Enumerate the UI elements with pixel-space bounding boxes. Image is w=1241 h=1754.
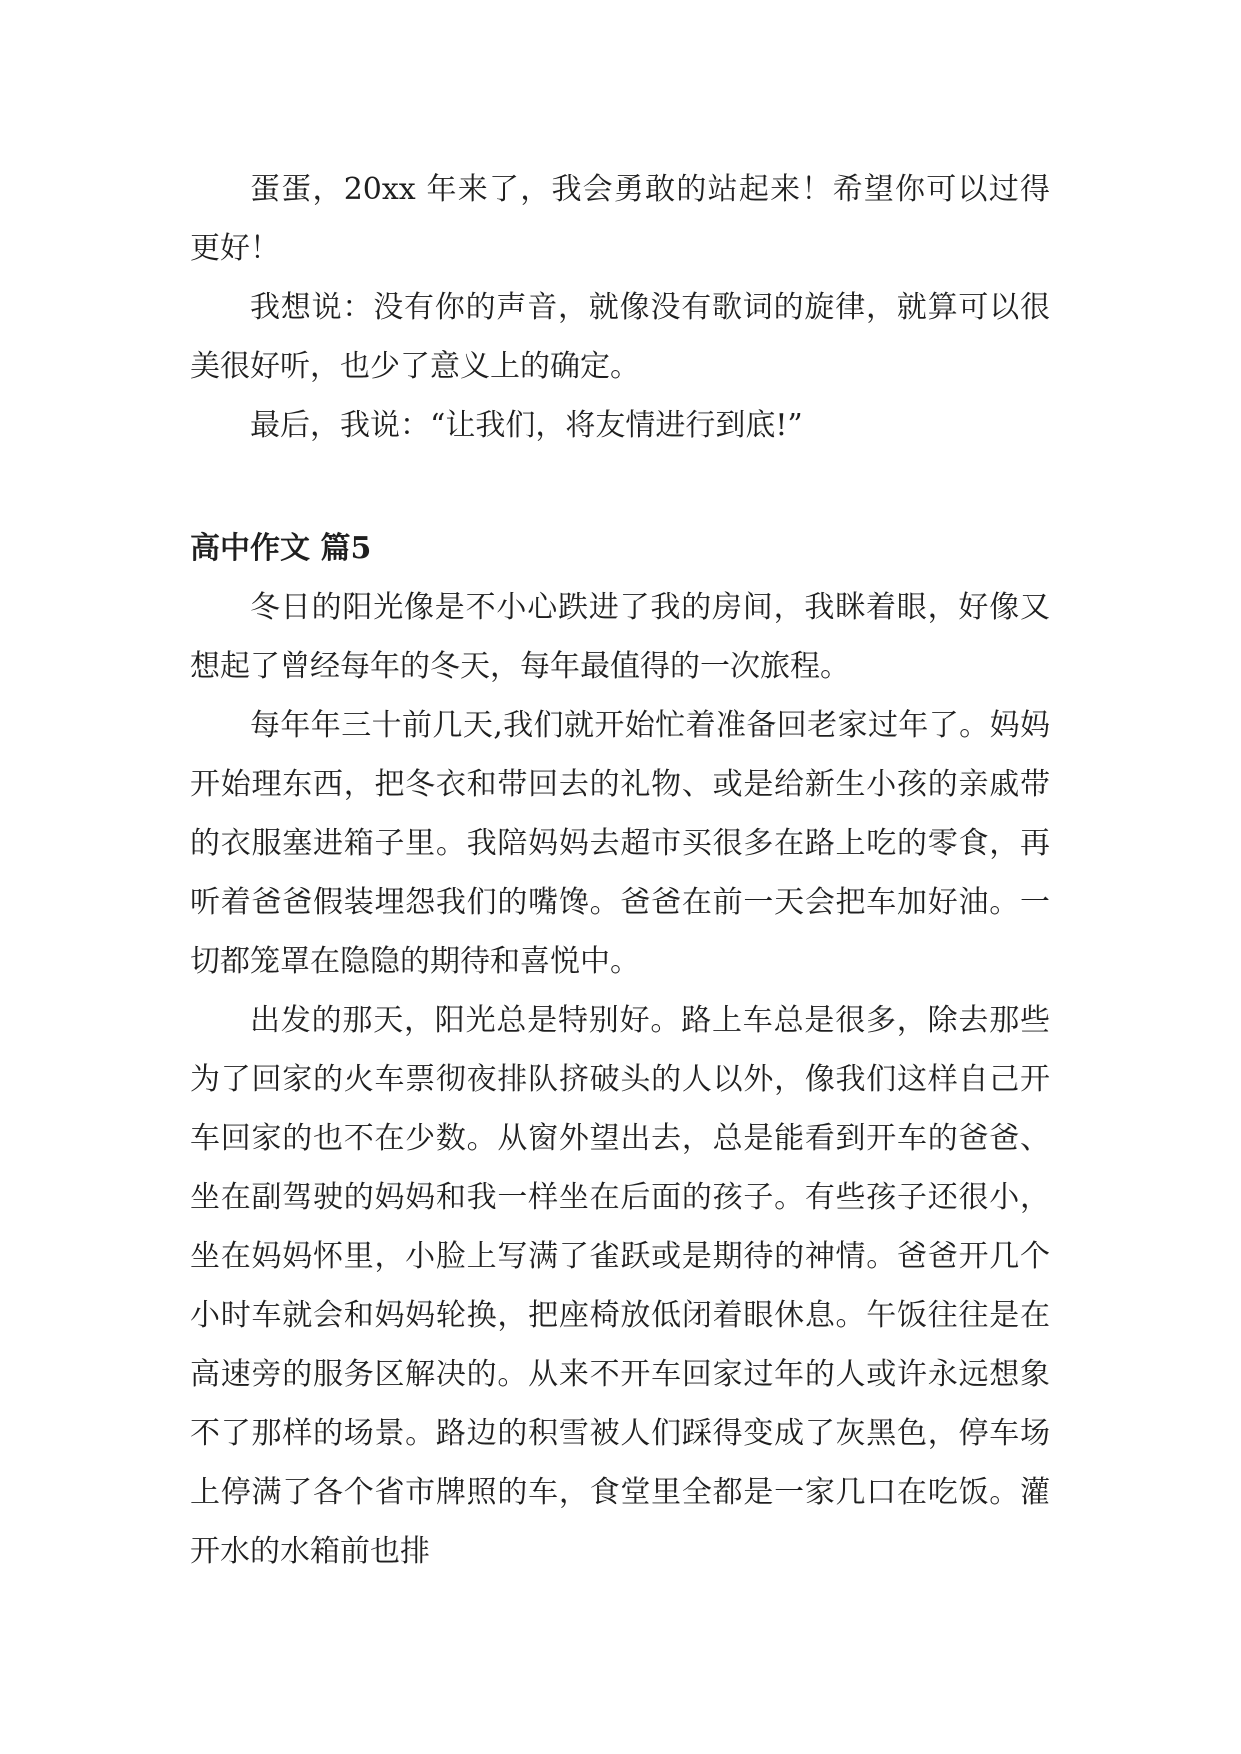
paragraph-4: 冬日的阳光像是不小心跌进了我的房间，我眯着眼，好像又想起了曾经每年的冬天，每年最值得的一次旅程。 (190, 590, 1050, 684)
document-body (190, 160, 1050, 1581)
paragraph-5: 每年年三十前几天,我们就开始忙着准备回老家过年了。妈妈开始理东西，把冬衣和带回去的礼物、或是给新生小孩的亲戚带的衣服塞进箱子里。我陪妈妈去超市买很多在路上吃的零食，再听着爸爸假装埋怨我们的嘴馋。爸爸在前一天会把车加好油。一切都笼罩在隐隐的期待和喜悦中。 (190, 708, 1050, 979)
paragraph-1: 蛋蛋，20xx 年来了，我会勇敢的站起来！希望你可以过得更好！ (190, 172, 1050, 266)
paragraph-2: 我想说：没有你的声音，就像没有歌词的旋律，就算可以很美很好听，也少了意义上的确定。 (190, 290, 1050, 384)
paragraph-6: 出发的那天，阳光总是特别好。路上车总是很多，除去那些为了回家的火车票彻夜排队挤破头的人以外，像我们这样自己开车回家的也不在少数。从窗外望出去，总是能看到开车的爸爸、坐在副驾驶的妈妈和我一样坐在后面的孩子。有些孩子还很小，坐在妈妈怀里，小脸上写满了雀跃或是期待的神情。爸爸开几个小时车就会和妈妈轮换，把座椅放低闭着眼休息。午饭往往是在高速旁的服务区解决的。从来不开车回家过年的人或许永远想象不了那样的场景。路边的积雪被人们踩得变成了灰黑色，停车场上停满了各个省市牌照的车，食堂里全都是一家几口在吃饭。灌开水的水箱前也排 (190, 1003, 1050, 1569)
section-heading: 高中作文 篇5 (190, 531, 372, 566)
paragraph-3: 最后，我说：“让我们，将友情进行到底!” (250, 408, 803, 443)
